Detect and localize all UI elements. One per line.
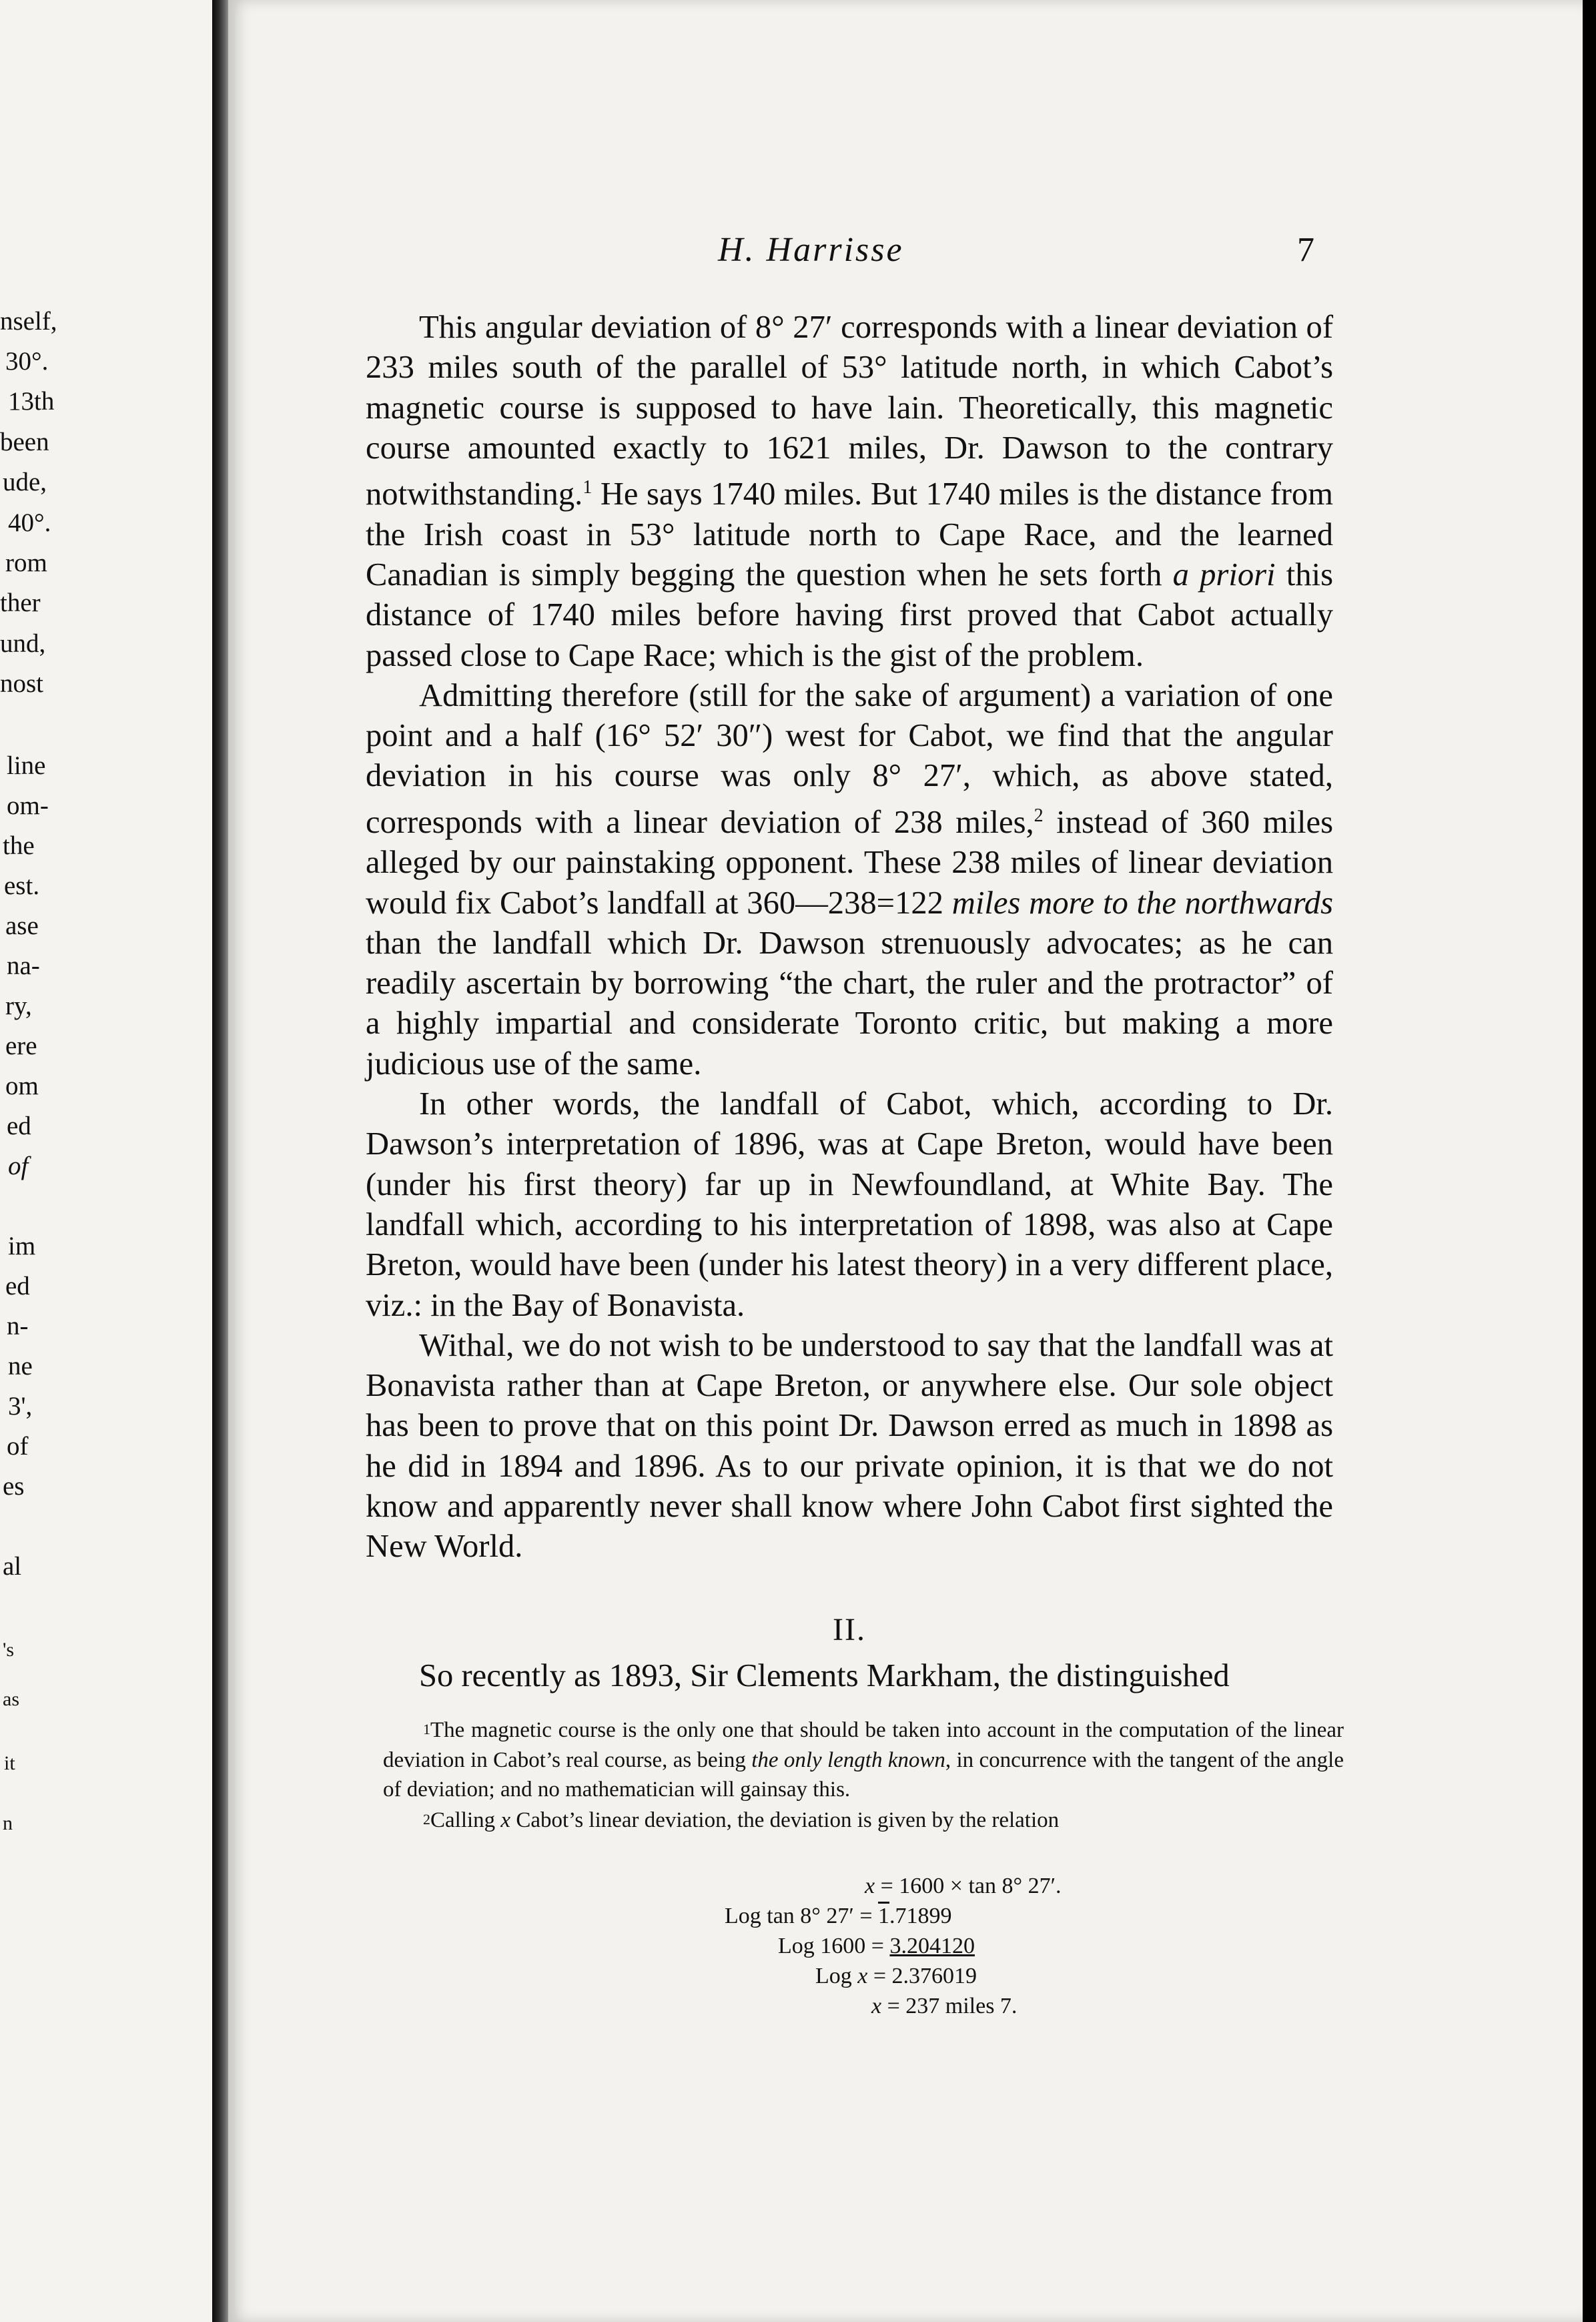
formula-text: = 237 miles 7. xyxy=(881,1994,1018,2018)
left-fragment: om- xyxy=(7,791,49,820)
left-fragment: rom xyxy=(5,548,47,577)
left-fragment: es xyxy=(3,1472,25,1501)
italic-text: a priori xyxy=(1172,556,1276,593)
footnote-text: The magnetic course is the only one that should be taken into account in the computation of the linear deviation in Cabot’s real course, as being xyxy=(383,1718,1344,1772)
formula-text: Log 1600 = xyxy=(778,1934,890,1958)
math-variable: x xyxy=(865,1874,875,1898)
left-fragment: ne xyxy=(8,1352,33,1381)
left-fragment: und, xyxy=(0,629,46,658)
left-fragment: na- xyxy=(7,951,40,980)
footnotes xyxy=(383,1715,1344,1835)
formula-relation xyxy=(865,1874,1062,1899)
math-variable: x xyxy=(871,1994,882,2018)
body-text xyxy=(366,307,1333,1567)
paragraph: In other words, the landfall of Cabot, which, according to Dr. Dawson’s interpretation of 1896, was at Cape Breton, would have been (under his first theory) far up in Newfoundland, at White Bay. The landfall which, according to his interpretation of 1898, was also at Cape Breton, would have been (under his latest theory) in a very different place, viz.: in the Bay of Bonavista. xyxy=(366,1086,1333,1323)
footnote-text: , in concurrence with the tangent of the angle of deviation; and no mathematician will gainsay this. xyxy=(383,1748,1344,1802)
left-fragment: al xyxy=(3,1552,22,1581)
italic-text: miles more to the northwards xyxy=(951,884,1333,921)
paragraph-text: Admitting therefore (still for the sake of argument) a variation of one point and a half (16° 52′ 30″) west for Cabot, we find that the angular deviation in his course was only 8° 27′, which, as above stated, corresponds with a linear deviation of 238 miles, xyxy=(366,677,1333,840)
section-lead-line: So recently as 1893, Sir Clements Markham, the distinguished xyxy=(419,1657,1230,1693)
left-fragment: ed xyxy=(5,1272,30,1300)
formula-characteristic: 1 xyxy=(878,1904,890,1928)
paragraph-text: this distance of 1740 miles before having first proved that Cabot actually passed close to Cape Race; which is the gist of the problem. xyxy=(366,556,1334,673)
footnote-text: Calling xyxy=(430,1808,501,1832)
formula-text: .71899 xyxy=(889,1904,952,1928)
math-variable: x xyxy=(857,1964,868,1988)
formula-log-x xyxy=(815,1964,977,1989)
left-fragment: ry, xyxy=(5,992,32,1020)
formula-log-tan xyxy=(725,1904,952,1929)
left-fragment: nself, xyxy=(0,307,57,336)
footnote-text: Cabot’s linear deviation, the deviation is given by the relation xyxy=(510,1808,1060,1832)
left-fragment: n xyxy=(3,1812,13,1834)
left-fragment: 13th xyxy=(8,387,55,416)
formula-text: Log xyxy=(815,1964,858,1988)
running-header: H. Harrisse xyxy=(718,231,904,269)
left-fragment: of xyxy=(7,1432,29,1461)
left-facing-page xyxy=(0,0,212,2322)
left-fragment: it xyxy=(4,1752,15,1774)
left-fragment: nost xyxy=(0,669,44,698)
footnote-mark: 1 xyxy=(423,1721,430,1737)
left-fragment: est. xyxy=(4,871,40,900)
left-fragment: as xyxy=(3,1688,19,1710)
page-number: 7 xyxy=(1297,231,1314,269)
footnote-ref: 2 xyxy=(1034,805,1044,826)
paragraph-text: than the landfall which Dr. Dawson strenuously advocates; as he can readily ascertain by borrowing “the chart, the ruler and the protractor” of a highly impartial and considerate Toronto critic, but making a more judicious use of the same. xyxy=(366,924,1333,1082)
formula-text: = 1600 × tan 8° 27′. xyxy=(875,1874,1062,1898)
footnote-1 xyxy=(383,1715,1344,1805)
footnote-2 xyxy=(383,1805,1344,1836)
paragraph xyxy=(366,307,1333,675)
math-variable: x xyxy=(500,1808,511,1832)
left-fragment: of xyxy=(8,1152,29,1180)
left-fragment: ere xyxy=(5,1032,37,1060)
left-fragment: the xyxy=(3,831,35,860)
paragraph-text: He says 1740 miles. But 1740 miles is the distance from the Irish coast in 53° latitude north to Cape Race, and the learned Canadian is simply begging the question when he sets forth xyxy=(366,476,1333,593)
left-fragment: ed xyxy=(7,1112,31,1140)
paragraph: Withal, we do not wish to be understood to say that the landfall was at Bonavista rather than at Cape Breton, or anywhere else. Our sole object has been to prove that on this point Dr. Dawson erred as much in 1898 as he did in 1894 and 1896. As to our private opinion, it is that we do not know and apparently never shall know where John Cabot first sighted the New World. xyxy=(366,1326,1333,1565)
left-fragment: line xyxy=(7,751,46,780)
footnote-ref: 1 xyxy=(582,477,592,498)
left-fragment: ase xyxy=(5,911,39,940)
book-spine-gutter xyxy=(212,0,228,2322)
formula-text: Log tan 8° 27′ = xyxy=(725,1904,879,1928)
paragraph xyxy=(366,675,1333,1084)
left-fragment: 30°. xyxy=(5,347,49,376)
left-fragment: 's xyxy=(3,1639,15,1661)
formula-text: 3.204120 xyxy=(889,1934,975,1958)
left-fragment: 3', xyxy=(8,1392,33,1421)
left-fragment: im xyxy=(8,1232,36,1260)
formula-text: = 2.376019 xyxy=(867,1964,977,1988)
left-fragment: n- xyxy=(7,1312,29,1340)
left-fragment: om xyxy=(5,1072,39,1100)
footnote-mark: 2 xyxy=(423,1810,430,1828)
left-fragment: ther xyxy=(0,589,41,617)
section-heading: II. xyxy=(833,1612,866,1647)
left-fragment: 40°. xyxy=(8,508,51,537)
formula-result xyxy=(871,1994,1017,2019)
paragraph-text: instead of 360 miles alleged by our painstaking opponent. These 238 miles of linear deviation would fix Cabot’s landfall at 360—238=122 xyxy=(366,803,1334,921)
formula-log-1600 xyxy=(778,1934,975,1959)
paragraph-text: This angular deviation of 8° 27′ corresponds with a linear deviation of 233 miles south of the parallel of 53° latitude north, in which Cabot’s magnetic course is supposed to have lain. Theoretically, this magnetic course amounted exactly to 1621 miles, Dr. Dawson to the contrary notwithstanding. xyxy=(366,309,1333,512)
left-fragment: been xyxy=(0,428,49,456)
italic-text: the only length known xyxy=(751,1748,945,1772)
left-fragment: ude, xyxy=(3,468,47,496)
